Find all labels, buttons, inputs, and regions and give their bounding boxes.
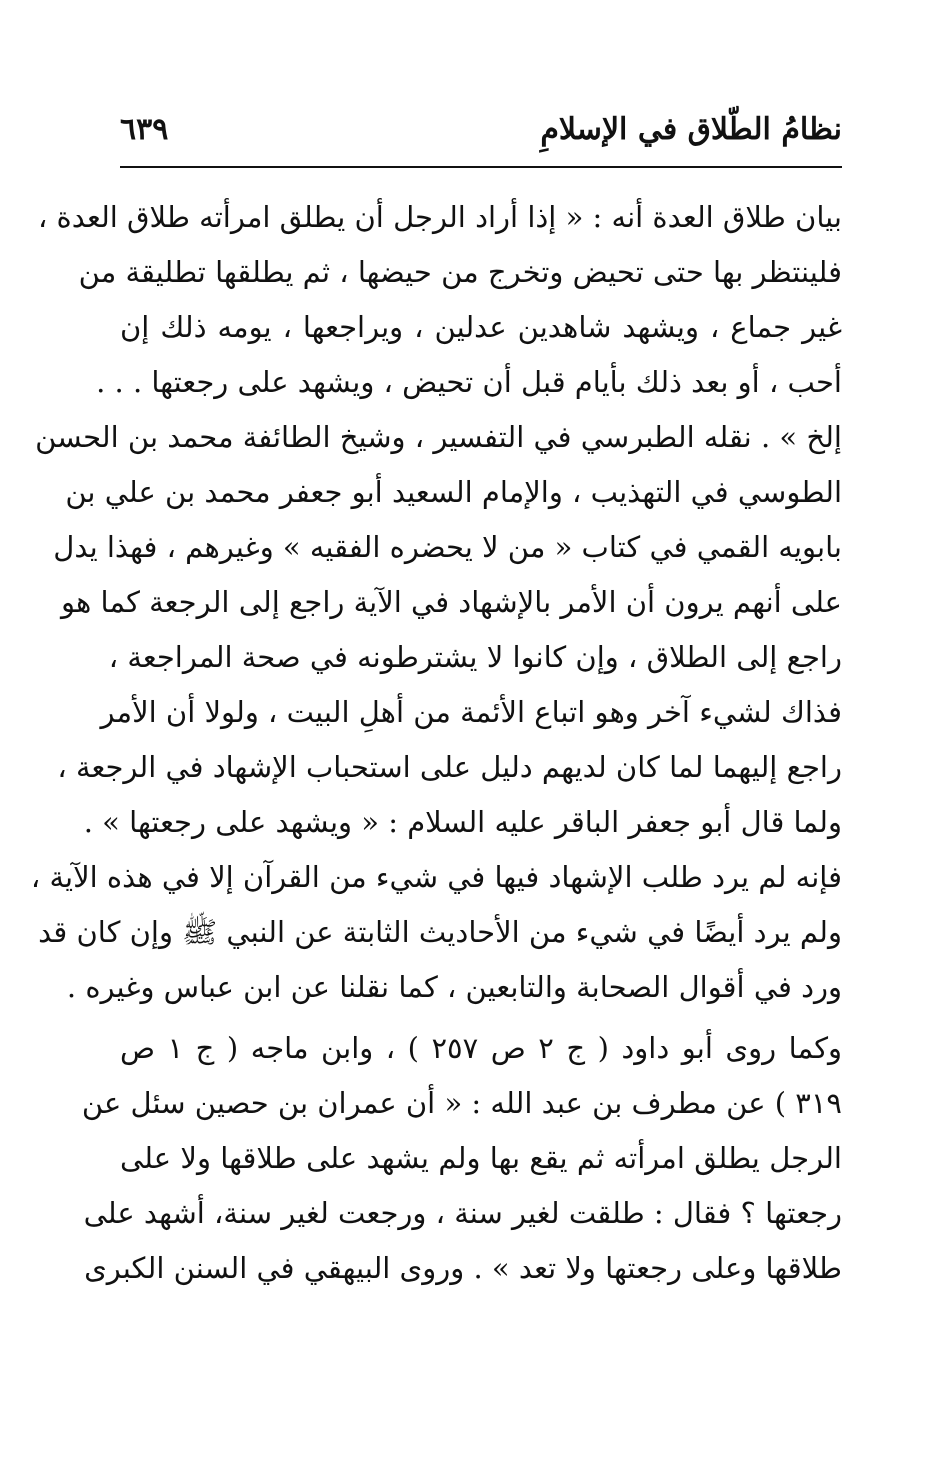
text-line: راجع إلى الطلاق ، وإن كانوا لا يشترطونه في صحة المراجعة ، <box>108 640 842 674</box>
page-number: ٦٣٩ <box>120 112 169 147</box>
text-line: الطوسي في التهذيب ، والإمام السعيد أبو جعفر محمد بن علي بن <box>65 475 842 509</box>
text-line: بيان طلاق العدة أنه : « إذا أراد الرجل أن يطلق امرأته طلاق العدة ، <box>37 200 842 234</box>
text-line: طلاقها وعلى رجعتها ولا تعد » . وروى البيهقي في السنن الكبرى <box>84 1251 842 1285</box>
text-line: ٣١٩ ) عن مطرف بن عبد الله : « أن عمران بن حصين سئل عن <box>81 1086 842 1120</box>
text-line: ورد في أقوال الصحابة والتابعين ، كما نقلنا عن ابن عباس وغيره . <box>66 970 842 1004</box>
paragraph-1 <box>30 190 842 1015</box>
header-rule <box>120 166 842 168</box>
text-line: فذاك لشيء آخر وهو اتباع الأئمة من أهلِ البيت ، ولولا أن الأمر <box>100 695 842 729</box>
text-line: وكما روى أبو داود ( ج ٢ ص ٢٥٧ ) ، وابن ماجه ( ج ١ ص <box>120 1031 843 1065</box>
running-title: نظامُ الطّلاق في الإسلامِ <box>540 112 842 147</box>
text-line: ولم يرد أيضًا في شيء من الأحاديث الثابتة عن النبي ﷺ وإن كان قد <box>38 915 842 949</box>
body-text <box>30 190 843 1296</box>
text-line: رجعتها ؟ فقال : طلقت لغير سنة ، ورجعت لغير سنة، أشهد على <box>83 1196 842 1230</box>
text-line: راجع إليهما لما كان لديهم دليل على استحباب الإشهاد في الرجعة ، <box>57 750 842 784</box>
text-line: فإنه لم يرد طلب الإشهاد فيها في شيء من القرآن إلا في هذه الآية ، <box>30 860 842 894</box>
text-line: إلخ » . نقله الطبرسي في التفسير ، وشيخ الطائفة محمد بن الحسن <box>35 420 842 454</box>
text-line: الرجل يطلق امرأته ثم يقع بها ولم يشهد على طلاقها ولا على <box>120 1141 842 1175</box>
page-header <box>120 108 842 158</box>
text-line: على أنهم يرون أن الأمر بالإشهاد في الآية راجع إلى الرجعة كما هو <box>61 585 842 619</box>
text-line: بابويه القمي في كتاب « من لا يحضره الفقيه » وغيرهم ، فهذا يدل <box>53 530 842 564</box>
text-line: فلينتظر بها حتى تحيض وتخرج من حيضها ، ثم يطلقها تطليقة من <box>78 255 842 289</box>
text-line: غير جماع ، ويشهد شاهدين عدلين ، ويراجعها ، يومه ذلك إن <box>120 310 842 344</box>
text-line: ولما قال أبو جعفر الباقر عليه السلام : « ويشهد على رجعتها » . <box>83 805 842 839</box>
text-line: أحب ، أو بعد ذلك بأيام قبل أن تحيض ، ويشهد على رجعتها . . . <box>96 365 842 399</box>
paragraph-2 <box>81 1021 843 1296</box>
